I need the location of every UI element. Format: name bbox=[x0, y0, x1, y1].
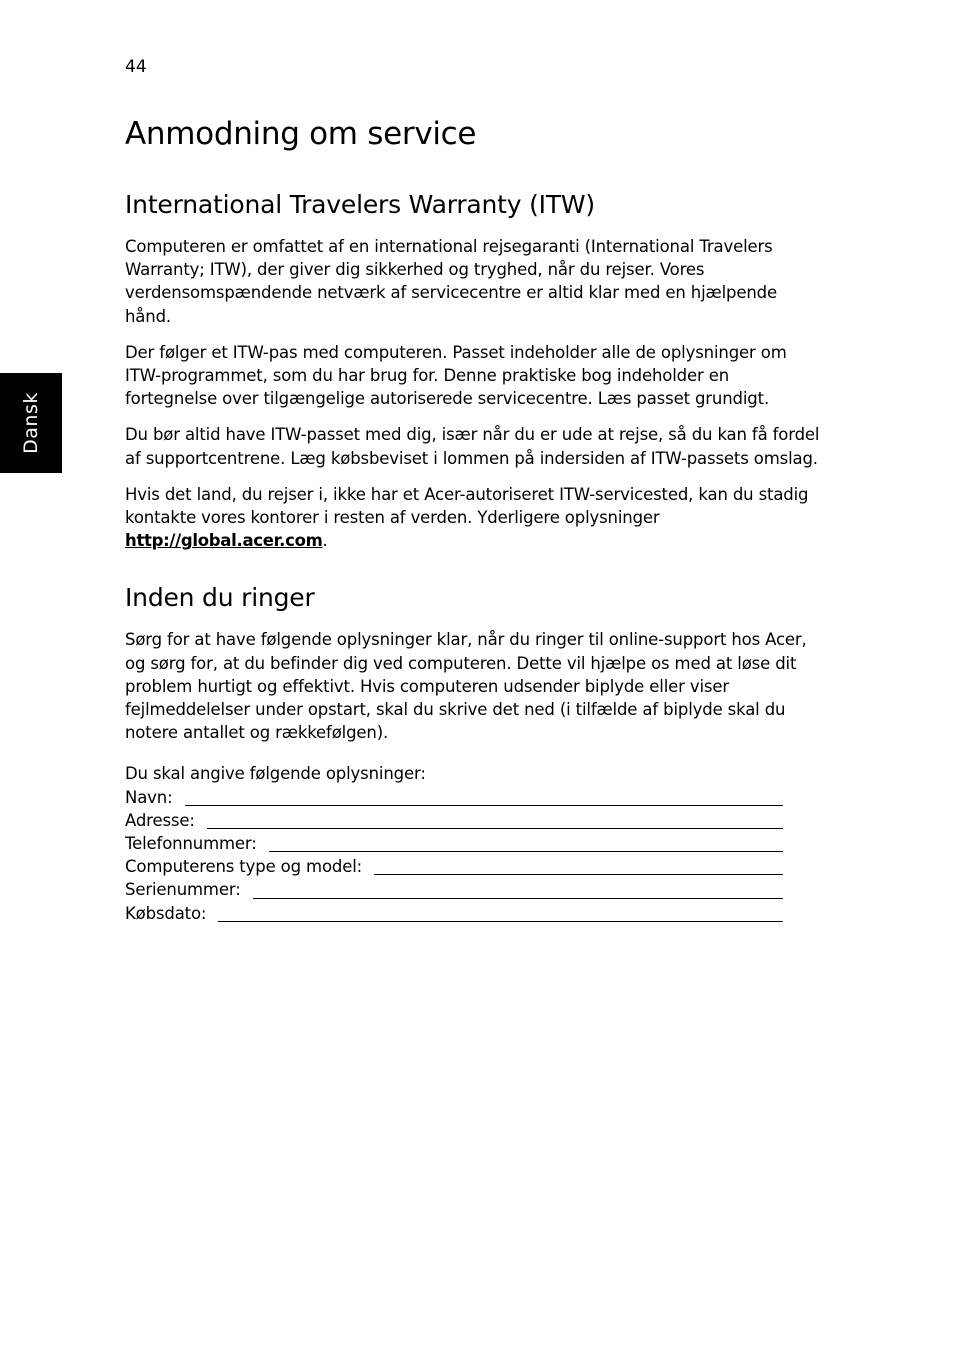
itw-paragraph-4-text: Hvis det land, du rejser i, ikke har et Acer-autoriseret ITW-servicested, kan du stadig kontakte vores kontorer i resten af verden. Yderligere oplysninger bbox=[125, 484, 809, 528]
form-label-address: Adresse: bbox=[125, 810, 195, 830]
form-line-phone bbox=[269, 850, 783, 852]
form-line-address bbox=[207, 827, 783, 829]
language-side-tab bbox=[0, 373, 62, 473]
page-title: Anmodning om service bbox=[125, 116, 477, 152]
before-calling-paragraph: Sørg for at have følgende oplysninger klar, når du ringer til online-support hos Acer, og sørg for, at du befinder dig ved computeren. Dette vil hjælpe os med at løse dit problem hurtigt og effektivt. Hvis computeren udsender biplyde eller viser fejlmeddelelser under opstart, skal du skrive det ned (i tilfælde af biplyde skal du notere antallet og rækkefølgen). bbox=[125, 630, 807, 743]
form-row-model bbox=[125, 855, 783, 878]
form-line-model bbox=[374, 873, 783, 875]
form-row-purchase-date bbox=[125, 902, 783, 925]
acer-global-link[interactable]: http://global.acer.com bbox=[125, 531, 323, 551]
page-content bbox=[125, 114, 825, 925]
itw-paragraph-4-suffix: . bbox=[322, 531, 328, 551]
form-row-address bbox=[125, 809, 783, 832]
form-row-serial bbox=[125, 878, 783, 901]
form-label-name: Navn: bbox=[125, 787, 173, 807]
itw-paragraph-2: Der følger et ITW-pas med computeren. Passet indeholder alle de oplysninger om ITW-programmet, som du har brug for. Denne praktiske bog indeholder en fortegnelse over tilgængelige autoriserede servicecentre. Læs passet grundigt. bbox=[125, 342, 787, 409]
page-number: 44 bbox=[125, 57, 147, 77]
itw-paragraph-1: Computeren er omfattet af en international rejsegaranti (International Travelers Warranty; ITW), der giver dig sikkerhed og tryghed, når du rejser. Vores verdensomspændende netværk af servicecentre er altid klar med en hjælpende hånd. bbox=[125, 237, 777, 326]
form-label-model: Computerens type og model: bbox=[125, 857, 363, 877]
itw-paragraph-3: Du bør altid have ITW-passet med dig, især når du er ude at rejse, så du kan få fordel af supportcentrene. Læg købsbeviset i lommen på indersiden af ITW-passets omslag. bbox=[125, 425, 820, 468]
form-row-phone bbox=[125, 832, 783, 855]
form-label-serial: Serienummer: bbox=[125, 880, 241, 900]
form-intro: Du skal angive følgende oplysninger: bbox=[125, 764, 426, 784]
form-row-name bbox=[125, 786, 783, 809]
form-label-purchase-date: Købsdato: bbox=[125, 903, 207, 923]
form-line-purchase-date bbox=[218, 920, 783, 922]
form-line-name bbox=[185, 804, 784, 806]
section-heading-before-calling: Inden du ringer bbox=[125, 583, 315, 613]
section-heading-itw: International Travelers Warranty (ITW) bbox=[125, 190, 595, 219]
form-line-serial bbox=[253, 897, 783, 899]
form-label-phone: Telefonnummer: bbox=[125, 834, 257, 854]
language-side-tab-label: Dansk bbox=[20, 392, 42, 454]
itw-paragraph-4 bbox=[125, 483, 825, 553]
